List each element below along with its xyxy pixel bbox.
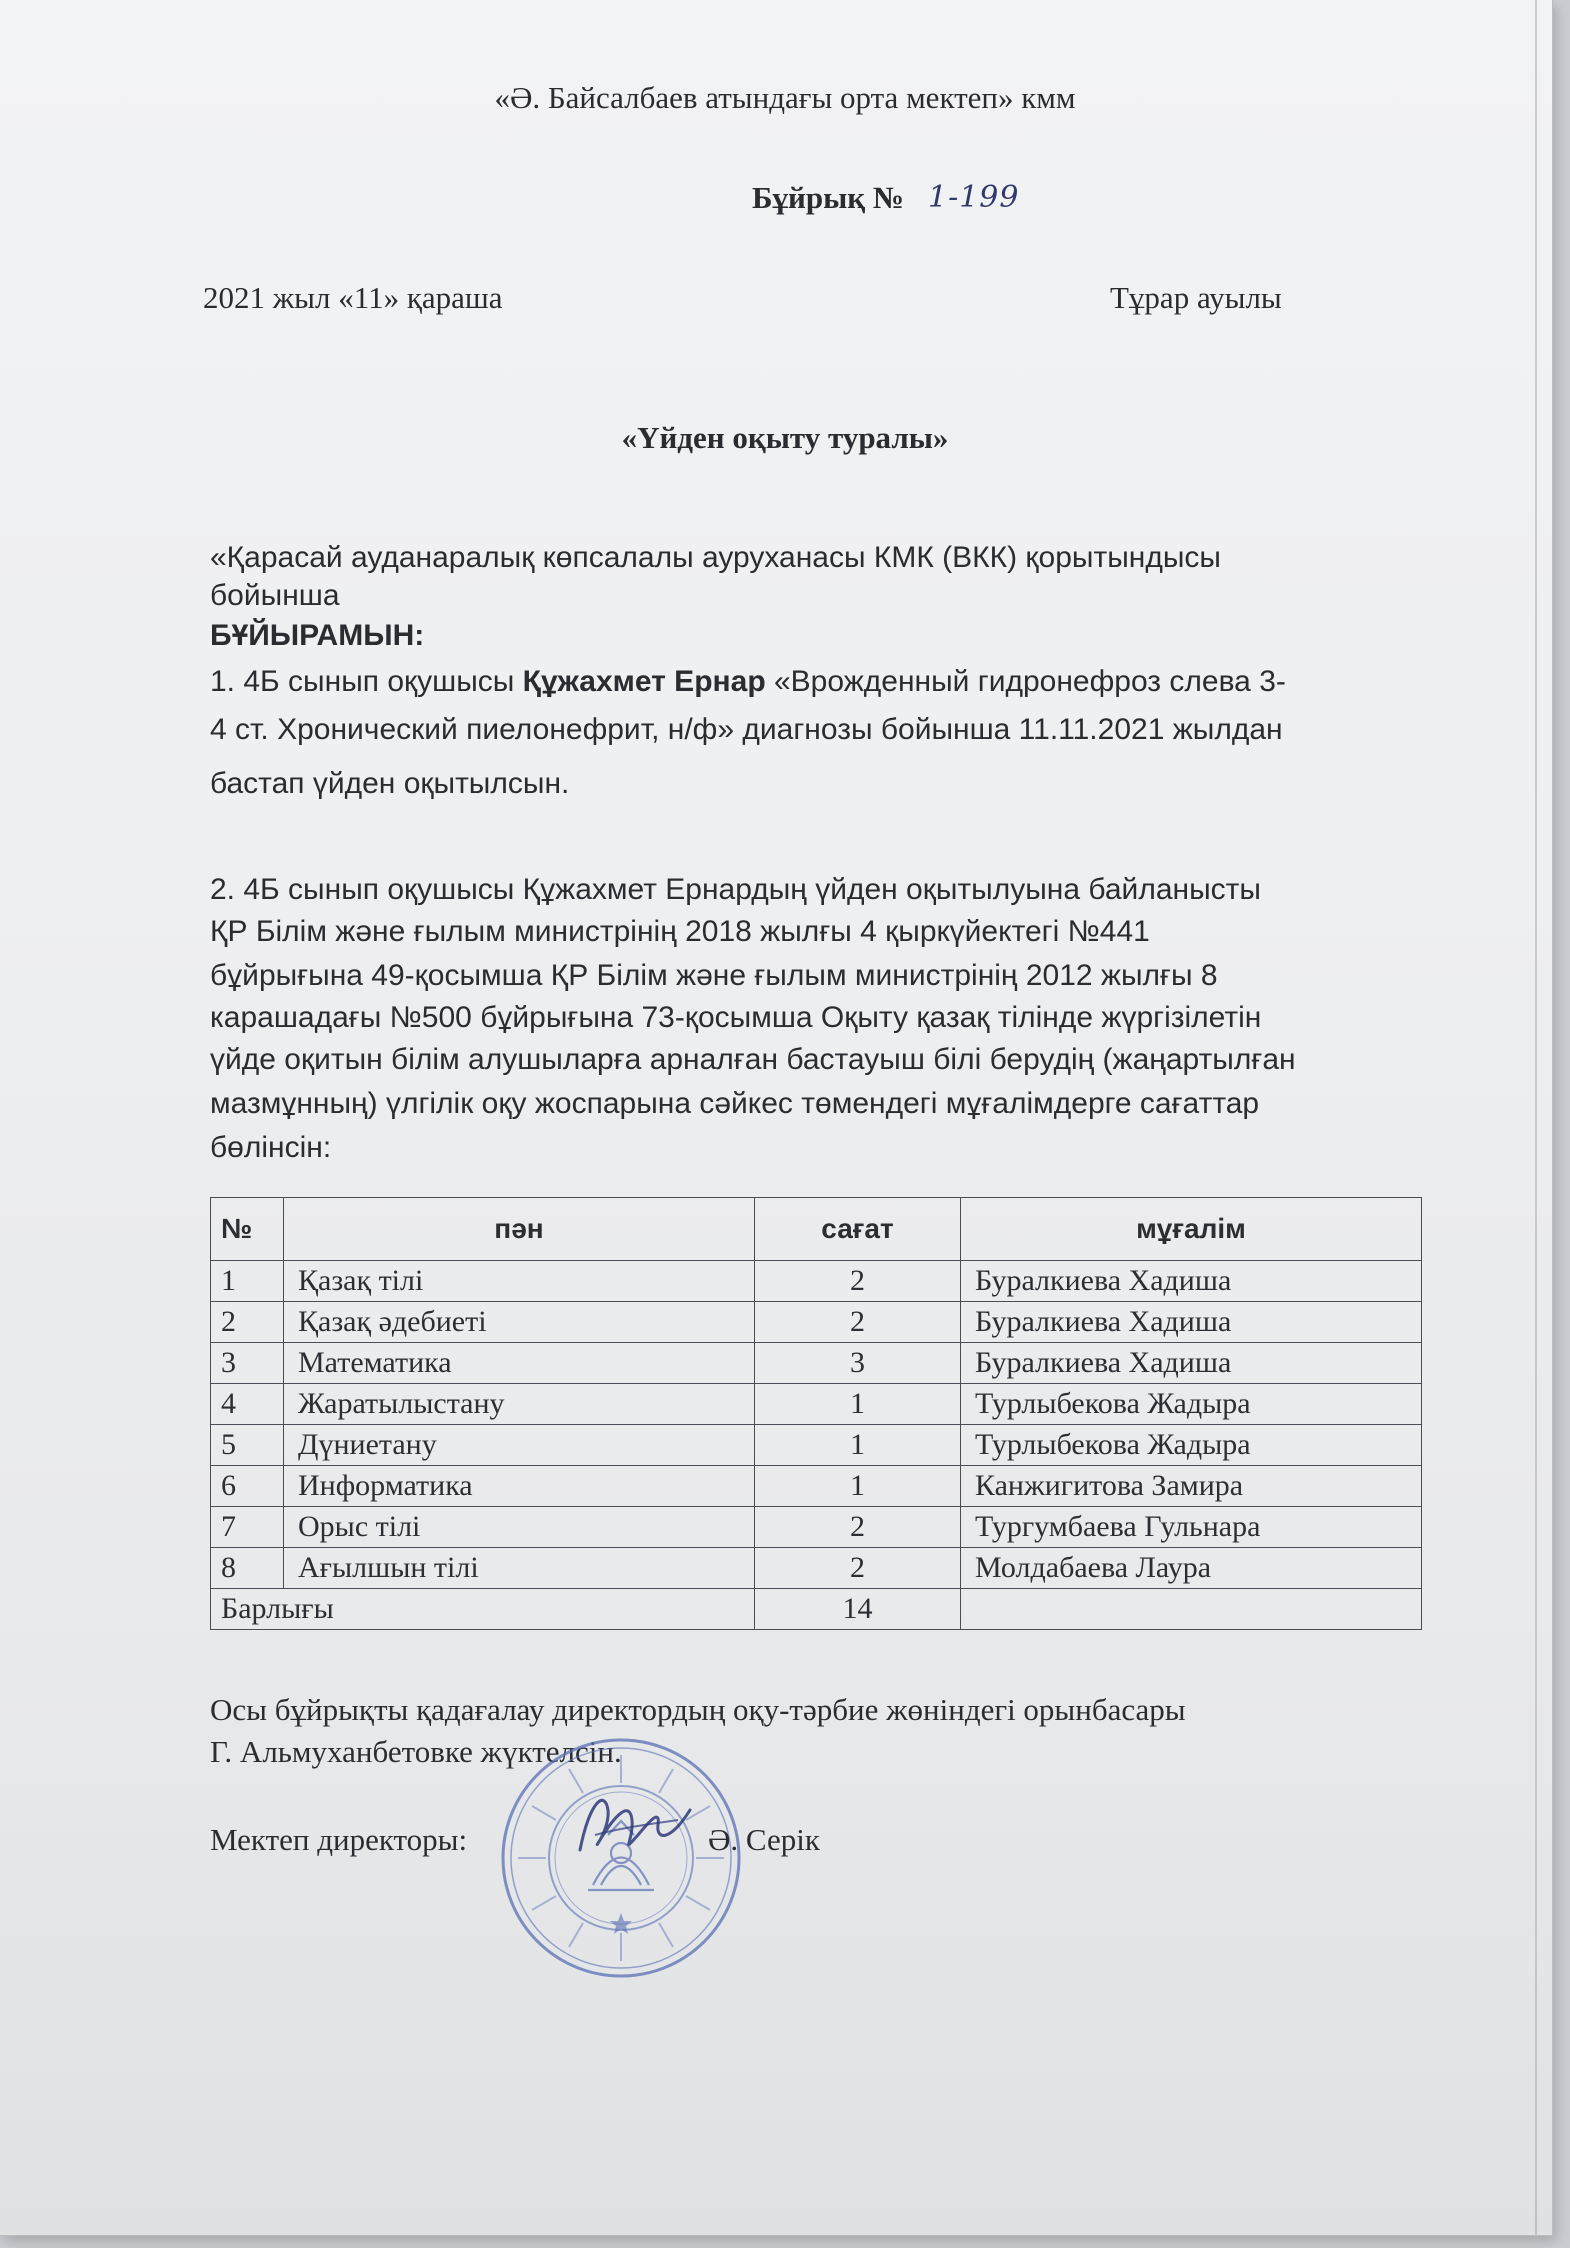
table-row: [211, 1548, 1422, 1589]
row-subject: Ағылшын тілі: [284, 1548, 755, 1589]
row-hours: 2: [755, 1302, 961, 1343]
row-number: 5: [211, 1425, 284, 1466]
preamble-line-1: «Қарасай ауданаралық көпсалалы ауруханасы КМК (ВКК) қорытындысы: [210, 541, 1221, 574]
clause-1-line-2: 4 ст. Хронический пиелонефрит, н/ф» диагнозы бойынша 11.11.2021 жылдан: [210, 713, 1283, 746]
table-row: [211, 1343, 1422, 1384]
paper-edge: [1535, 0, 1537, 2235]
clause-1-line-3: бастап үйден оқытылсын.: [210, 767, 570, 800]
row-teacher: Буралкиева Хадиша: [961, 1261, 1422, 1302]
clause-2-line: мазмұнның) үлгілік оқу жоспарына сәйкес төмендегі мұғалімдерге сағаттар: [210, 1087, 1260, 1120]
table-row: [211, 1466, 1422, 1507]
table-row: [211, 1425, 1422, 1466]
total-hours: 14: [755, 1589, 961, 1630]
director-signature: [560, 1780, 710, 1870]
row-number: 2: [211, 1302, 284, 1343]
row-subject: Дүниетану: [284, 1425, 755, 1466]
control-line-1: Осы бұйрықты қадағалау директордың оқу-тәрбие жөніндегі орынбасары: [210, 1692, 1186, 1727]
order-word: БҰЙЫРАМЫН:: [210, 619, 425, 652]
clause-2-line: үйде оқитын білім алушыларға арналған бастауыш білі берудің (жаңартылған: [210, 1043, 1296, 1076]
order-label: Бұйрық №: [752, 180, 905, 215]
row-subject: Математика: [284, 1343, 755, 1384]
row-number: 7: [211, 1507, 284, 1548]
row-hours: 2: [755, 1507, 961, 1548]
row-teacher: Буралкиева Хадиша: [961, 1343, 1422, 1384]
row-number: 3: [211, 1343, 284, 1384]
row-subject: Жаратылыстану: [284, 1384, 755, 1425]
control-line-2: Г. Альмуханбетовке жүктелсін.: [210, 1734, 622, 1769]
row-hours: 1: [755, 1384, 961, 1425]
order-number-handwritten: 1-199: [928, 180, 1020, 215]
row-teacher: Турлыбекова Жадыра: [961, 1384, 1422, 1425]
row-number: 6: [211, 1466, 284, 1507]
table-row: [211, 1302, 1422, 1343]
clause-2-line: бұйрығына 49-қосымша ҚР Білім және ғылым министрінің 2012 жылғы 8: [210, 959, 1218, 992]
clause-2-line: 2. 4Б сынып оқушысы Құжахмет Ернардың үйден оқытылуына байланысты: [210, 873, 1261, 906]
table-total-row: [211, 1589, 1422, 1630]
preamble-line-2: бойынша: [210, 579, 340, 612]
row-hours: 1: [755, 1466, 961, 1507]
hours-table: [210, 1197, 1422, 1630]
row-hours: 2: [755, 1261, 961, 1302]
header-teacher: мұғалім: [961, 1198, 1422, 1261]
order-place: Тұрар ауылы: [1110, 280, 1282, 315]
row-subject: Орыс тілі: [284, 1507, 755, 1548]
header-hours: сағат: [755, 1198, 961, 1261]
table-row: [211, 1507, 1422, 1548]
row-hours: 2: [755, 1548, 961, 1589]
row-subject: Информатика: [284, 1466, 755, 1507]
student-name: Құжахмет Ернар: [522, 665, 766, 698]
row-number: 8: [211, 1548, 284, 1589]
row-subject: Қазақ әдебиеті: [284, 1302, 755, 1343]
table-header-row: [211, 1198, 1422, 1261]
director-name: Ә. Серік: [708, 1822, 820, 1857]
header-subject: пән: [284, 1198, 755, 1261]
clause-1-line-1: [210, 664, 1286, 700]
header-number: №: [211, 1198, 284, 1261]
row-teacher: Турлыбекова Жадыра: [961, 1425, 1422, 1466]
clause-1-prefix: 1. 4Б сынып оқушысы: [210, 665, 523, 698]
order-date: 2021 жыл «11» қараша: [203, 280, 503, 315]
row-teacher: Канжигитова Замира: [961, 1466, 1422, 1507]
total-label: Барлығы: [211, 1589, 755, 1630]
row-hours: 1: [755, 1425, 961, 1466]
clause-2-line: карашадағы №500 бұйрығына 73-қосымша Оқыту қазақ тілінде жүргізілетін: [210, 1001, 1262, 1034]
clause-2-line: бөлінсін:: [210, 1131, 332, 1164]
row-teacher: Молдабаева Лаура: [961, 1548, 1422, 1589]
row-number: 1: [211, 1261, 284, 1302]
table-row: [211, 1384, 1422, 1425]
order-subject: «Үйден оқыту туралы»: [621, 420, 949, 455]
row-hours: 3: [755, 1343, 961, 1384]
clause-1-diagnosis: «Врожденный гидронефроз слева 3-: [765, 665, 1286, 698]
row-subject: Қазақ тілі: [284, 1261, 755, 1302]
total-empty-cell: [961, 1589, 1422, 1630]
director-role: Мектеп директоры:: [210, 1822, 468, 1857]
row-number: 4: [211, 1384, 284, 1425]
organization-title: «Ә. Байсалбаев атындағы орта мектеп» кмм: [494, 80, 1076, 115]
row-teacher: Буралкиева Хадиша: [961, 1302, 1422, 1343]
clause-2-line: ҚР Білім және ғылым министрінің 2018 жылғы 4 қыркүйектегі №441: [210, 915, 1150, 948]
table-row: [211, 1261, 1422, 1302]
row-teacher: Тургумбаева Гульнара: [961, 1507, 1422, 1548]
